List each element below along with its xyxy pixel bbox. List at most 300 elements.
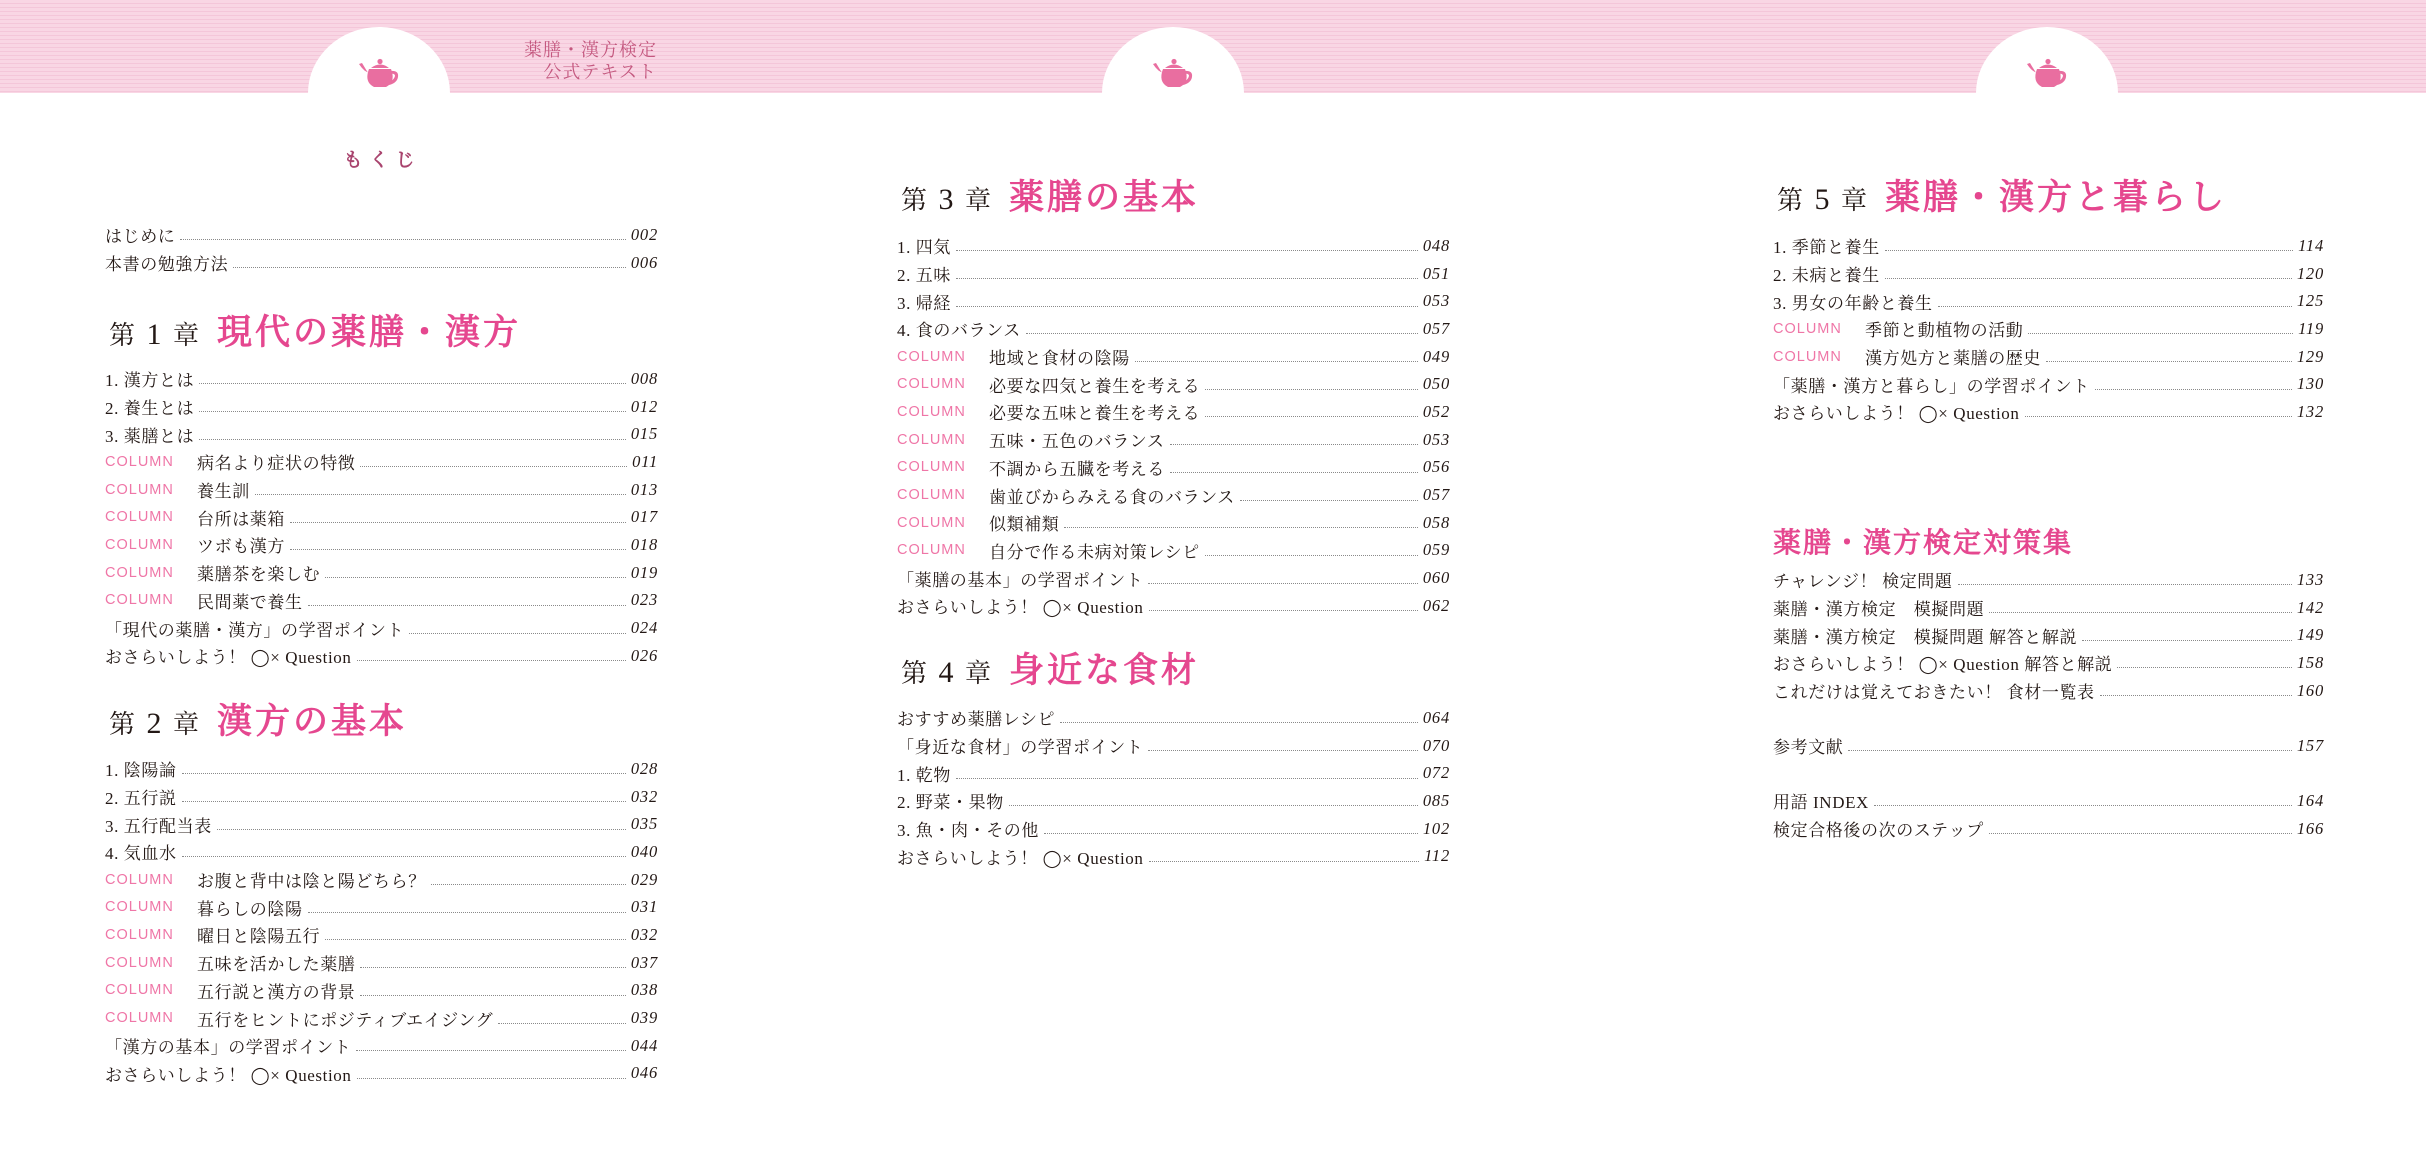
entry-title: おさらいしよう！ ◯× Question — [105, 648, 352, 668]
entry-title: 薬膳・漢方検定 模擬問題 — [1773, 600, 1985, 620]
column-tag: COLUMN — [105, 509, 174, 526]
chapter-prefix: 第 — [901, 186, 928, 215]
entry-title: おさらいしよう！ ◯× Question — [1773, 404, 2020, 424]
page-number: 060 — [1422, 568, 1450, 588]
dot-leader — [1064, 527, 1417, 528]
page-number: 114 — [2298, 235, 2324, 255]
column-tag: COLUMN — [105, 899, 174, 916]
chapter-suffix: 章 — [965, 659, 992, 688]
references-entries — [1773, 732, 2324, 760]
page-number: 129 — [2296, 346, 2324, 366]
entry-title: 参考文献 — [1773, 738, 1844, 758]
column-tag: COLUMN — [105, 1010, 174, 1027]
dot-leader — [1989, 833, 2292, 834]
column-entry — [105, 921, 658, 949]
entry-title: 漢方処方と薬膳の歴史 — [1865, 349, 2041, 369]
column-entry — [105, 476, 658, 504]
toc-entry — [1773, 566, 2324, 594]
dot-leader — [199, 383, 626, 384]
page-number: 046 — [630, 1063, 658, 1083]
page-number: 012 — [630, 396, 658, 416]
column-entry — [105, 949, 658, 977]
page-number: 048 — [1422, 235, 1450, 255]
page-number: 037 — [630, 952, 658, 972]
toc-entry — [105, 642, 658, 670]
entry-title: 自分で作る未病対策レシピ — [989, 542, 1200, 562]
page-number: 038 — [630, 980, 658, 1000]
page-number: 070 — [1422, 735, 1450, 755]
entry-title: 3. 五行配当表 — [105, 816, 212, 836]
entry-title: 4. 気血水 — [105, 844, 177, 864]
page-number: 057 — [1422, 318, 1450, 338]
entry-title: 必要な五味と養生を考える — [989, 404, 1201, 424]
toc-entry — [105, 420, 658, 448]
page-number: 053 — [1422, 429, 1450, 449]
toc-entry — [105, 1032, 658, 1060]
dot-leader — [1044, 833, 1418, 834]
toc-entry — [105, 365, 658, 393]
toc-column-2 — [897, 0, 1450, 1152]
chapter-title: 薬膳の基本 — [1009, 178, 1200, 217]
column-entry — [1773, 315, 2324, 343]
entry-title: 1. 季節と養生 — [1773, 238, 1880, 258]
toc-entry — [897, 592, 1450, 620]
page-number: 015 — [630, 424, 658, 444]
chapter-number: 5 — [1814, 183, 1830, 216]
dot-leader — [360, 466, 627, 467]
toc-entry — [897, 260, 1450, 288]
page-number: 052 — [1422, 401, 1450, 421]
page-number: 008 — [630, 368, 658, 388]
toc-entry — [1773, 732, 2324, 760]
dot-leader — [255, 494, 626, 495]
column-entry — [105, 503, 658, 531]
column-entry — [105, 559, 658, 587]
entry-title: これだけは覚えておきたい！ 食材一覧表 — [1773, 683, 2095, 703]
dot-leader — [2028, 333, 2293, 334]
dot-leader — [1848, 750, 2291, 751]
page-number: 058 — [1422, 512, 1450, 532]
page-number: 032 — [630, 924, 658, 944]
column-entry — [105, 448, 658, 476]
chapter-5-entries — [1773, 232, 2324, 426]
column-entry — [897, 370, 1450, 398]
page-number: 051 — [1422, 263, 1450, 283]
page-number: 028 — [630, 758, 658, 778]
page-number: 024 — [630, 618, 658, 638]
entry-title: 歯並びからみえる食のバランス — [989, 487, 1235, 507]
column-entry — [897, 537, 1450, 565]
page-number: 039 — [630, 1008, 658, 1028]
page-number: 006 — [630, 252, 658, 272]
page-number: 040 — [630, 841, 658, 861]
page-number: 056 — [1422, 457, 1450, 477]
entry-title: 4. 食のバランス — [897, 321, 1021, 341]
page-number: 064 — [1422, 707, 1450, 727]
entry-title: 2. 五味 — [897, 266, 951, 286]
page-number: 062 — [1422, 595, 1450, 615]
column-tag: COLUMN — [1773, 348, 1842, 365]
toc-entry — [897, 315, 1450, 343]
chapter-4-heading — [897, 649, 1450, 693]
toc-entry — [1773, 287, 2324, 315]
page-number: 132 — [2296, 401, 2324, 421]
chapter-suffix: 章 — [1841, 186, 1868, 215]
page-number: 011 — [632, 451, 658, 471]
page-number: 133 — [2296, 569, 2324, 589]
page-number: 029 — [630, 869, 658, 889]
entry-title: ツボも漢方 — [197, 537, 285, 557]
dot-leader — [325, 577, 626, 578]
dot-leader — [1170, 472, 1418, 473]
dot-leader — [308, 605, 626, 606]
chapter-prefix: 第 — [901, 659, 928, 688]
page-number: 023 — [630, 590, 658, 610]
toc-entry — [1773, 260, 2324, 288]
entry-title: 「薬膳の基本」の学習ポイント — [897, 570, 1144, 590]
entry-title: 1. 漢方とは — [105, 371, 195, 391]
column-entry — [105, 893, 658, 921]
entry-title: おさらいしよう！ ◯× Question 解答と解説 — [1773, 655, 2113, 675]
dot-leader — [360, 967, 625, 968]
column-tag: COLUMN — [897, 376, 966, 393]
dot-leader — [1149, 861, 1420, 862]
toc-entry — [897, 232, 1450, 260]
column-tag: COLUMN — [897, 403, 966, 420]
dot-leader — [1026, 333, 1418, 334]
entry-title: 1. 四気 — [897, 238, 951, 258]
book-title-line2: 公式テキスト — [543, 62, 657, 82]
toc-entry — [1773, 594, 2324, 622]
dot-leader — [409, 633, 626, 634]
dot-leader — [182, 773, 626, 774]
page-number: 112 — [1424, 846, 1450, 866]
dot-leader — [1149, 610, 1418, 611]
entry-title: 3. 帰経 — [897, 293, 951, 313]
dot-leader — [233, 267, 626, 268]
dot-leader — [1135, 361, 1418, 362]
entry-title: 薬膳・漢方検定 模擬問題 解答と解説 — [1773, 627, 2078, 647]
page-number: 017 — [630, 507, 658, 527]
column-tag: COLUMN — [105, 926, 174, 943]
toc-entry — [105, 755, 658, 783]
entry-title: 「薬膳・漢方と暮らし」の学習ポイント — [1773, 376, 2090, 396]
column-tag: COLUMN — [1773, 320, 1842, 337]
entry-title: おさらいしよう！ ◯× Question — [897, 848, 1144, 868]
dot-leader — [1205, 416, 1418, 417]
chapter-suffix: 章 — [173, 321, 200, 350]
dot-leader — [1148, 583, 1417, 584]
entry-title: 2. 野菜・果物 — [897, 793, 1004, 813]
column-entry — [105, 866, 658, 894]
chapter-suffix: 章 — [965, 186, 992, 215]
page-number: 119 — [2298, 318, 2324, 338]
column-entry — [897, 481, 1450, 509]
entry-title: はじめに — [105, 227, 176, 247]
dot-leader — [1240, 500, 1418, 501]
appendix-entries — [1773, 787, 2324, 842]
page-number: 160 — [2296, 680, 2324, 700]
page-number: 049 — [1422, 346, 1450, 366]
toc-entry — [1773, 815, 2324, 843]
dot-leader — [1885, 250, 2293, 251]
entry-title: お腹と背中は陰と陽どちら？ — [197, 872, 426, 892]
dot-leader — [2095, 389, 2292, 390]
dot-leader — [1885, 278, 2292, 279]
dot-leader — [1205, 389, 1418, 390]
toc-entry — [105, 1060, 658, 1088]
page-number: 026 — [630, 645, 658, 665]
dot-leader — [357, 660, 626, 661]
chapter-5-heading — [1773, 176, 2324, 220]
page-number: 053 — [1422, 291, 1450, 311]
entry-title: 3. 魚・肉・その他 — [897, 821, 1039, 841]
entry-title: おさらいしよう！ ◯× Question — [105, 1065, 352, 1085]
toc-entry — [105, 393, 658, 421]
column-tag: COLUMN — [105, 481, 174, 498]
entry-title: 1. 陰陽論 — [105, 761, 177, 781]
toc-title: もくじ — [343, 150, 422, 171]
entry-title: 曜日と陰陽五行 — [197, 927, 321, 947]
chapter-title: 現代の薬膳・漢方 — [217, 313, 522, 352]
toc-column-3 — [1773, 0, 2324, 1152]
entry-title: 1. 乾物 — [897, 765, 951, 785]
chapter-4-entries — [897, 704, 1450, 870]
column-entry — [1773, 343, 2324, 371]
exam-measures-entries — [1773, 566, 2324, 704]
entry-title: 民間薬で養生 — [197, 592, 303, 612]
dot-leader — [308, 912, 626, 913]
toc-entry — [897, 704, 1450, 732]
column-tag: COLUMN — [897, 514, 966, 531]
column-tag: COLUMN — [105, 536, 174, 553]
entry-title: 不調から五臓を考える — [989, 459, 1165, 479]
intro-entries — [105, 221, 658, 276]
chapter-3-entries — [897, 232, 1450, 620]
page-number: 044 — [630, 1035, 658, 1055]
chapter-number: 2 — [146, 707, 162, 740]
entry-title: チャレンジ！ 検定問題 — [1773, 572, 1953, 592]
chapter-suffix: 章 — [173, 710, 200, 739]
book-title-line1: 薬膳・漢方検定 — [524, 40, 657, 60]
entry-title: 地域と食材の陰陽 — [989, 349, 1130, 369]
chapter-2-entries — [105, 755, 658, 1087]
toc-entry — [105, 249, 658, 277]
entry-title: 五行説と漢方の背景 — [197, 982, 356, 1002]
dot-leader — [2025, 416, 2292, 417]
column-tag: COLUMN — [105, 871, 174, 888]
dot-leader — [498, 1023, 626, 1024]
column-tag: COLUMN — [105, 592, 174, 609]
dot-leader — [1170, 444, 1418, 445]
entry-title: 病名より症状の特徴 — [197, 454, 356, 474]
chapter-3-heading — [897, 176, 1450, 220]
column-entry — [897, 426, 1450, 454]
chapter-number: 4 — [938, 656, 954, 689]
dot-leader — [290, 549, 626, 550]
page-number: 158 — [2296, 652, 2324, 672]
column-entry — [897, 398, 1450, 426]
toc-entry — [1773, 370, 2324, 398]
toc-entry — [105, 783, 658, 811]
exam-measures-heading: 薬膳・漢方検定対策集 — [1773, 527, 2074, 558]
entry-title: 暮らしの陰陽 — [197, 899, 303, 919]
entry-title: 3. 薬膳とは — [105, 426, 195, 446]
toc-entry — [1773, 232, 2324, 260]
entry-title: 2. 養生とは — [105, 399, 195, 419]
dot-leader — [182, 801, 626, 802]
entry-title: おさらいしよう！ ◯× Question — [897, 598, 1144, 618]
chapter-number: 1 — [146, 318, 162, 351]
entry-title: 2. 未病と養生 — [1773, 266, 1880, 286]
chapter-title: 身近な食材 — [1009, 651, 1200, 690]
dot-leader — [199, 439, 626, 440]
dot-leader — [2117, 667, 2291, 668]
dot-leader — [956, 778, 1418, 779]
toc-entry — [897, 564, 1450, 592]
column-tag: COLUMN — [897, 459, 966, 476]
dot-leader — [956, 278, 1418, 279]
dot-leader — [357, 1078, 626, 1079]
column-tag: COLUMN — [105, 453, 174, 470]
toc-entry — [897, 815, 1450, 843]
column-tag: COLUMN — [105, 564, 174, 581]
toc-entry — [1773, 677, 2324, 705]
column-entry — [105, 531, 658, 559]
entry-title: 「漢方の基本」の学習ポイント — [105, 1038, 352, 1058]
column-tag: COLUMN — [897, 542, 966, 559]
dot-leader — [1060, 722, 1418, 723]
page-number: 059 — [1422, 540, 1450, 560]
entry-title: 必要な四気と養生を考える — [989, 376, 1201, 396]
entry-title: 季節と動植物の活動 — [1865, 321, 2024, 341]
chapter-2-heading — [105, 700, 658, 744]
chapter-title: 漢方の基本 — [217, 702, 408, 741]
dot-leader — [2100, 695, 2292, 696]
page-number: 035 — [630, 814, 658, 834]
entry-title: 「身近な食材」の学習ポイント — [897, 738, 1144, 758]
toc-entry — [897, 842, 1450, 870]
chapter-prefix: 第 — [1777, 186, 1804, 215]
page-number: 125 — [2296, 291, 2324, 311]
dot-leader — [180, 239, 625, 240]
toc-entry — [897, 732, 1450, 760]
page-number: 032 — [630, 786, 658, 806]
dot-leader — [325, 939, 626, 940]
dot-leader — [956, 250, 1418, 251]
toc-entry — [897, 759, 1450, 787]
toc-entry — [105, 810, 658, 838]
toc-entry — [105, 221, 658, 249]
page-number: 057 — [1422, 485, 1450, 505]
page-number: 031 — [630, 897, 658, 917]
entry-title: 本書の勉強方法 — [105, 255, 229, 275]
entry-title: 薬膳茶を楽しむ — [197, 565, 321, 585]
entry-title: 五味を活かした薬膳 — [197, 955, 356, 975]
entry-title: 「現代の薬膳・漢方」の学習ポイント — [105, 620, 405, 640]
column-tag: COLUMN — [897, 487, 966, 504]
dot-leader — [2082, 640, 2292, 641]
entry-title: 2. 五行説 — [105, 789, 177, 809]
toc-entry — [1773, 787, 2324, 815]
page-number: 157 — [2296, 735, 2324, 755]
dot-leader — [431, 884, 626, 885]
dot-leader — [1874, 805, 2292, 806]
page-number: 166 — [2296, 818, 2324, 838]
dot-leader — [1009, 805, 1418, 806]
dot-leader — [1938, 306, 2292, 307]
column-tag: COLUMN — [897, 431, 966, 448]
dot-leader — [1148, 750, 1417, 751]
dot-leader — [199, 411, 626, 412]
toc-entry — [897, 787, 1450, 815]
dot-leader — [1958, 584, 2292, 585]
page-number: 102 — [1422, 818, 1450, 838]
page-number: 130 — [2296, 374, 2324, 394]
dot-leader — [956, 306, 1418, 307]
column-entry — [897, 343, 1450, 371]
dot-leader — [2046, 361, 2292, 362]
entry-title: 五味・五色のバランス — [989, 432, 1165, 452]
page-number: 149 — [2296, 625, 2324, 645]
dot-leader — [182, 856, 626, 857]
page-number: 050 — [1422, 374, 1450, 394]
toc-entry — [897, 287, 1450, 315]
page-number: 120 — [2296, 263, 2324, 283]
column-entry — [105, 1004, 658, 1032]
page-number: 164 — [2296, 790, 2324, 810]
chapter-prefix: 第 — [109, 321, 136, 350]
toc-entry — [1773, 649, 2324, 677]
column-tag: COLUMN — [105, 982, 174, 999]
chapter-1-entries — [105, 365, 658, 670]
dot-leader — [1989, 612, 2292, 613]
column-entry — [897, 454, 1450, 482]
entry-title: 似類補類 — [989, 515, 1060, 535]
entry-title: 3. 男女の年齢と養生 — [1773, 293, 1933, 313]
chapter-number: 3 — [938, 183, 954, 216]
entry-title: おすすめ薬膳レシピ — [897, 710, 1056, 730]
toc-entry — [1773, 621, 2324, 649]
dot-leader — [360, 995, 625, 996]
dot-leader — [290, 522, 626, 523]
page-number: 018 — [630, 534, 658, 554]
page-number: 072 — [1422, 763, 1450, 783]
entry-title: 養生訓 — [197, 482, 250, 502]
page-number: 019 — [630, 562, 658, 582]
toc-entry — [1773, 398, 2324, 426]
column-tag: COLUMN — [105, 954, 174, 971]
entry-title: 台所は薬箱 — [197, 509, 285, 529]
dot-leader — [217, 829, 626, 830]
column-entry — [105, 977, 658, 1005]
dot-leader — [1205, 555, 1418, 556]
chapter-1-heading — [105, 311, 658, 355]
page-number: 013 — [630, 479, 658, 499]
column-entry — [105, 587, 658, 615]
dot-leader — [356, 1050, 625, 1051]
page-number: 002 — [630, 224, 658, 244]
entry-title: 検定合格後の次のステップ — [1773, 821, 1984, 841]
page-number: 142 — [2296, 597, 2324, 617]
column-entry — [897, 509, 1450, 537]
chapter-title: 薬膳・漢方と暮らし — [1885, 178, 2228, 217]
entry-title: 五行をヒントにポジティブエイジング — [197, 1010, 494, 1030]
page-number: 085 — [1422, 790, 1450, 810]
chapter-prefix: 第 — [109, 710, 136, 739]
toc-entry — [105, 614, 658, 642]
entry-title: 用語 INDEX — [1773, 793, 1869, 813]
